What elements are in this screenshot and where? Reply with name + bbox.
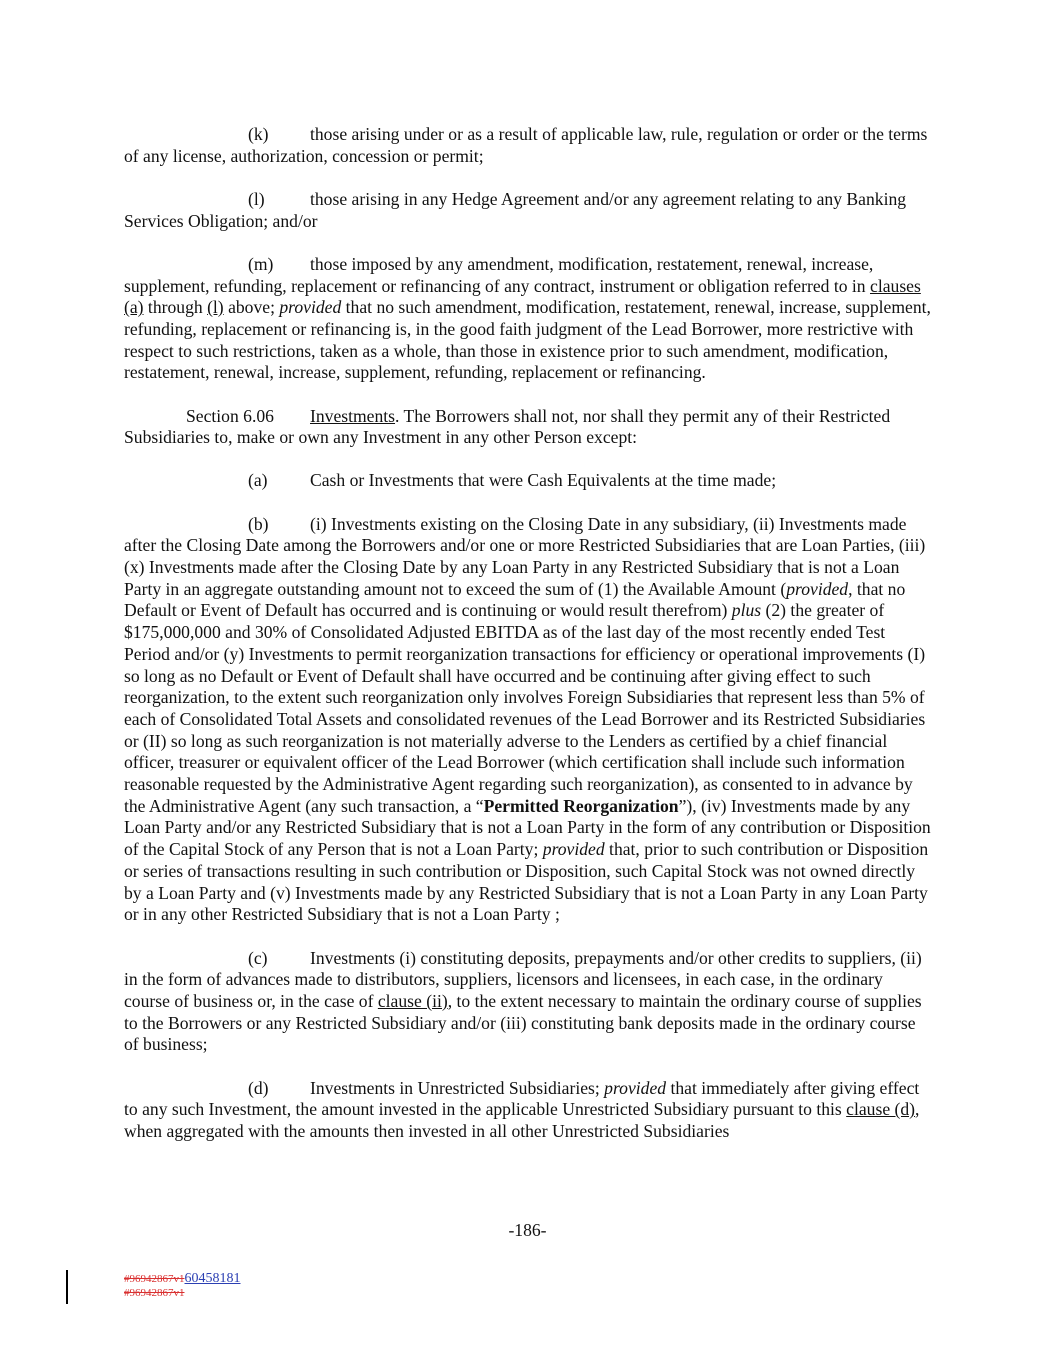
cross-reference: (l) (207, 297, 224, 318)
clause-text: that no such amendment, modification, restatement, renewal, increase, supplement, refunding, replacement or refinancing is, in the good faith judgment of the Lead Borrower, more restrictive with respect to such restrictions, taken as a whole, than those in existence prior to such amendment, modification, restatement, renewal, increase, supplement, refunding, replacement or refinancing. (124, 297, 931, 383)
clause-text: that, prior to such contribution or Disposition or series of transactions resulting in such contribution or Disposition, such Capital Stock was not owned directly by a Loan Party and (v) Investments made by any Restricted Subsidiary that is not a Loan Party in any Loan Party or in any other Restricted Subsidiary that is not a Loan Party ; (124, 839, 929, 925)
clause-label: (b) (248, 513, 269, 534)
emphasis-term: provided (786, 578, 849, 599)
clause-label: (d) (248, 1077, 269, 1098)
section-text: . The Borrowers shall not, nor shall they permit any of their Restricted Subsidiaries to, make or own any Investment in any other Person except: (124, 405, 891, 448)
clause-text: through (143, 297, 208, 318)
revision-change-bar (66, 1270, 68, 1304)
clause-text: (2) the greater of $175,000,000 and 30% of Consolidated Adjusted EBITDA as of the last day of the most recently ended Test Period and/or (y) Investments to permit reorganization transactions for efficiency or operational improvements (I) so long as no Default or Event of Default shall have occurred and be continuing after giving effect to such reorganization, to the extent such reorganization only involves Foreign Subsidiaries that represent less than 5% of each of Consolidated Total Assets and consolidated revenues of the Lead Borrower and its Restricted Subsidiaries or (II) so long as such reorganization is not materially adverse to the Lenders as certified by a chief financial officer, treasurer or equivalent officer of the Lead Borrower (which certification shall include such information reasonable requested by the Administrative Agent regarding such reorganization), as consented to in advance by the Administrative Agent (any such transaction, a “ (124, 600, 926, 816)
clause-text: above; (223, 297, 280, 318)
cross-reference: clause (ii) (377, 990, 448, 1011)
clause-text: those arising under or as a result of applicable law, rule, regulation or order or the terms of any license, authorization, concession or permit; (124, 124, 928, 166)
paragraph-k (124, 124, 932, 167)
clause-label: (m) (248, 253, 274, 274)
defined-term: Permitted Reorganization (483, 795, 679, 816)
clause-text: those arising in any Hedge Agreement and/or any agreement relating to any Banking Services Obligation; and/or (124, 188, 907, 231)
deleted-doc-id: #96942867v1 (124, 1287, 185, 1299)
cross-reference: clauses (a) (124, 275, 921, 318)
paragraph-l (124, 189, 932, 232)
emphasis-term: plus (731, 600, 762, 621)
clause-text: Cash or Investments that were Cash Equivalents at the time made; (310, 470, 777, 491)
deleted-doc-id: #96942867v1 (124, 1273, 185, 1285)
clause-text: Investments in Unrestricted Subsidiaries; (310, 1077, 605, 1098)
page-number: -186- (508, 1220, 547, 1240)
clause-text: , that no Default or Event of Default has occurred and is continuing or would result therefrom) (124, 578, 906, 621)
clause-text: , to the extent necessary to maintain the ordinary course of supplies to the Borrowers or any Restricted Subsidiary and/or (iii) constituting bank deposits made in the ordinary course of business; (124, 990, 922, 1055)
emphasis-term: provided (604, 1077, 667, 1098)
paragraph-d (124, 1078, 932, 1143)
section-number: Section 6.06 (186, 405, 274, 426)
emphasis-term: provided (542, 839, 605, 860)
clause-label: (l) (248, 188, 265, 209)
clause-text: Investments (i) constituting deposits, prepayments and/or other credits to suppliers, (ii) in the form of advances made to distributors, suppliers, licensors and licensees, in each case, in the ordinary course of business or, in the case of (124, 947, 922, 1011)
emphasis-term: provided (279, 297, 342, 318)
document-body (124, 124, 932, 1164)
paragraph-a (124, 470, 932, 492)
clause-text: those imposed by any amendment, modification, restatement, renewal, increase, supplement, refunding, replacement or refinancing of any contract, instrument or obligation referred to in (124, 253, 874, 296)
clause-text: ”), (iv) Investments made by any Loan Party and/or any Restricted Subsidiary that is not a Loan Party in the form of any contribution or Disposition of the Capital Stock of any Person that is not a Loan Party; (124, 795, 931, 860)
paragraph-b (124, 514, 932, 926)
section-6-06 (124, 406, 932, 449)
clause-label: (c) (248, 947, 268, 968)
inserted-doc-id: 60458181 (184, 1271, 241, 1286)
clause-text: (i) Investments existing on the Closing Date in any subsidiary, (ii) Investments made after the Closing Date among the Borrowers and/or one or more Restricted Subsidiaries that are Loan Parties, (iii) (x) Investments made after the Closing Date by any Loan Party in any Restricted Subsidiary that is not a Loan Party in an aggregate outstanding amount not to exceed the sum of (1) the Available Amount ( (124, 513, 926, 599)
document-id-footer (124, 1272, 241, 1300)
paragraph-m (124, 254, 932, 384)
clause-text: , when aggregated with the amounts then invested in all other Unrestricted Subsidiaries (124, 1099, 920, 1141)
paragraph-c (124, 948, 932, 1057)
clause-label: (a) (248, 470, 268, 491)
clause-text: that immediately after giving effect to any such Investment, the amount invested in the applicable Unrestricted Subsidiary pursuant to this (124, 1077, 920, 1120)
section-heading: Investments (310, 405, 396, 426)
cross-reference: clause (d) (846, 1099, 916, 1120)
clause-label: (k) (248, 124, 269, 144)
